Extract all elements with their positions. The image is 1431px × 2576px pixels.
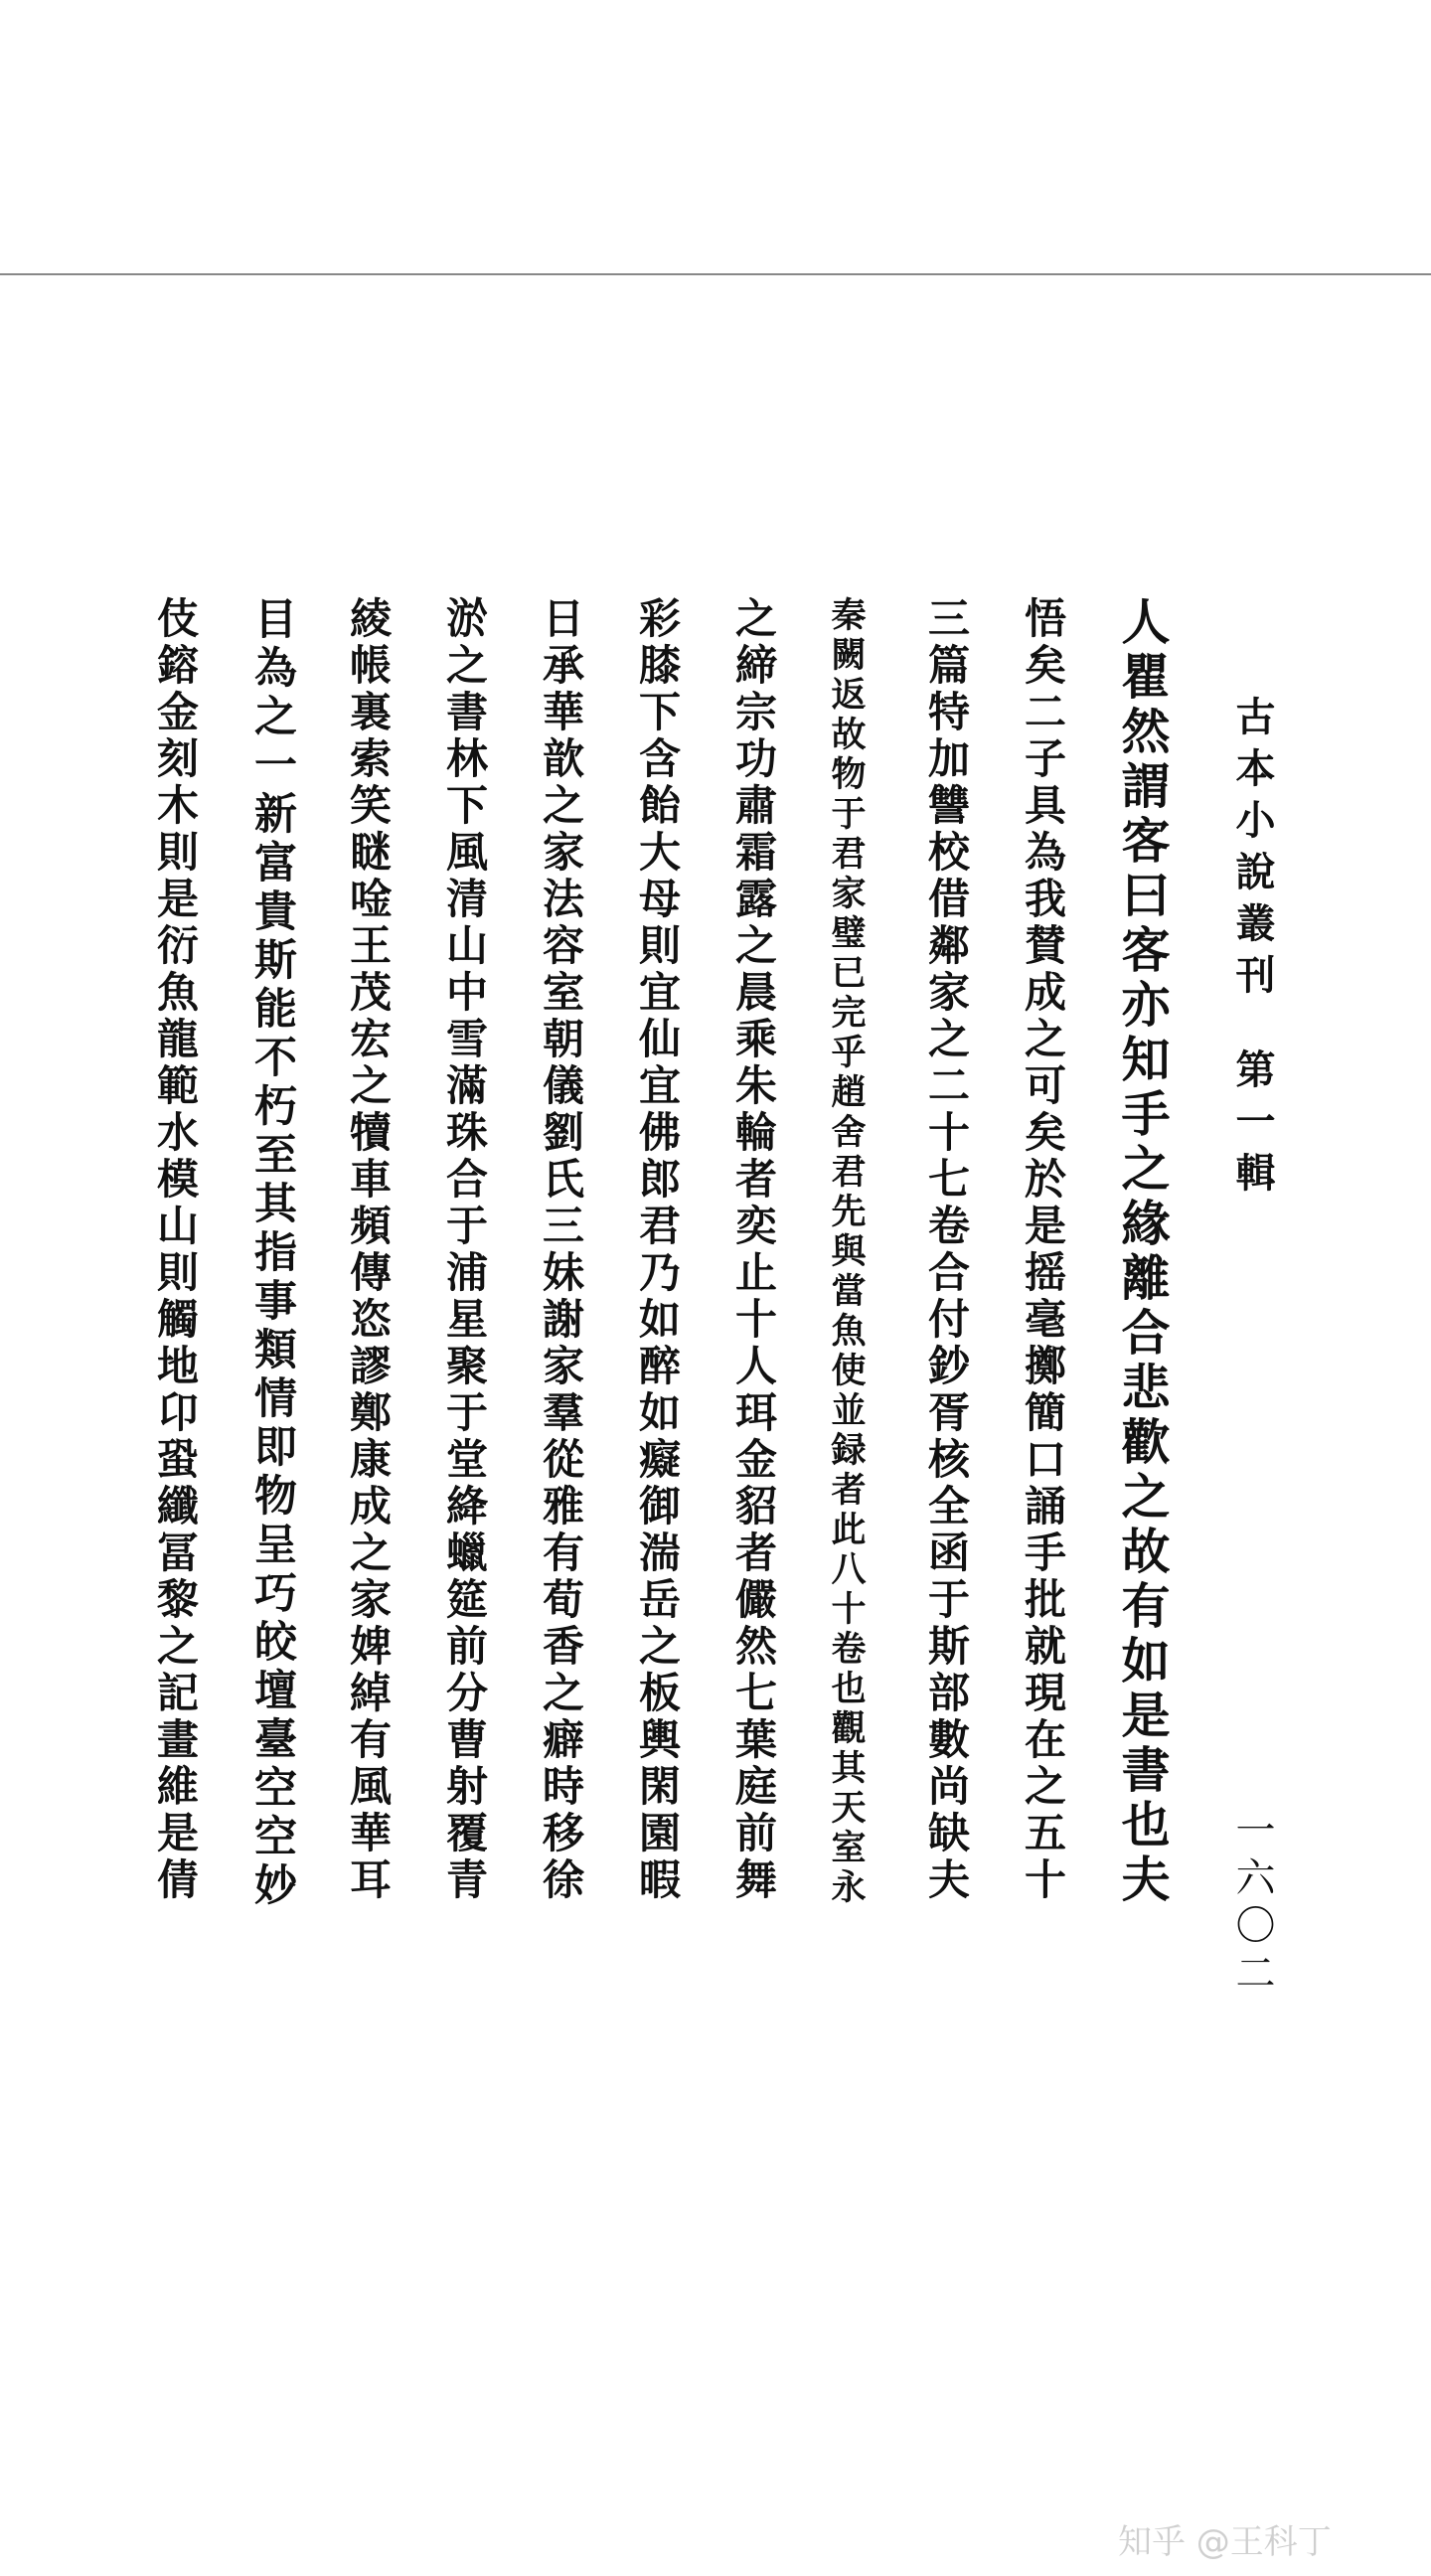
- volume-label: 第一輯: [1229, 1048, 1276, 1204]
- text-column-3: 三篇特加讐校借鄰家之二十七卷合付鈔胥核全函于斯部數尚缺夫: [922, 596, 971, 1904]
- text-column-9: 綾帳裏索笑瞇唫王茂宏之犢車頻傳恣謬鄭康成之家婢綽有風華耳: [344, 596, 393, 1904]
- top-divider-line: [0, 273, 1431, 275]
- book-title-header: 古本小說叢刊: [1229, 696, 1276, 1006]
- text-column-10: 目為之一新富貴斯能不朽至其指事類情即物呈巧皎壇臺空空妙: [247, 596, 297, 1911]
- zhihu-watermark: 知乎 @王科丁: [1118, 2522, 1332, 2562]
- text-column-1: 人瞿然謂客曰客亦知手之緣離合悲歡之故有如是書也夫: [1114, 596, 1172, 1908]
- text-column-8: 淤之書林下風清山中雪滿珠合于浦星聚于堂絳蠟筵前分曹射覆青: [440, 596, 489, 1904]
- text-column-4: 秦闕返故物于君家璧已完乎趙舍君先與當魚使並録者此八十卷也觀其天室永: [826, 596, 867, 1908]
- text-column-7: 日承華歆之家法容室朝儀劉氏三妹謝家羣從雅有荀香之癖時移徐: [537, 596, 585, 1904]
- text-column-11: 伎鎔金刻木則是衍魚龍範水模山則觸地卬蛩纖冨黎之記畫維是倩: [151, 596, 200, 1904]
- text-column-2: 悟矣二子具為我賛成之可矣於是摇毫擲簡口誦手批就現在之五十: [1019, 596, 1067, 1904]
- page-number: 一六〇二: [1229, 1809, 1275, 2000]
- text-column-5: 之締宗功肅霜露之晨乘朱輪者奕止十人珥金貂者儼然七葉庭前舞: [729, 596, 778, 1904]
- text-column-6: 彩膝下含飴大母則宜仙宜佛郎君乃如醉如癡御湍岳之板輿閑園暇: [633, 596, 682, 1904]
